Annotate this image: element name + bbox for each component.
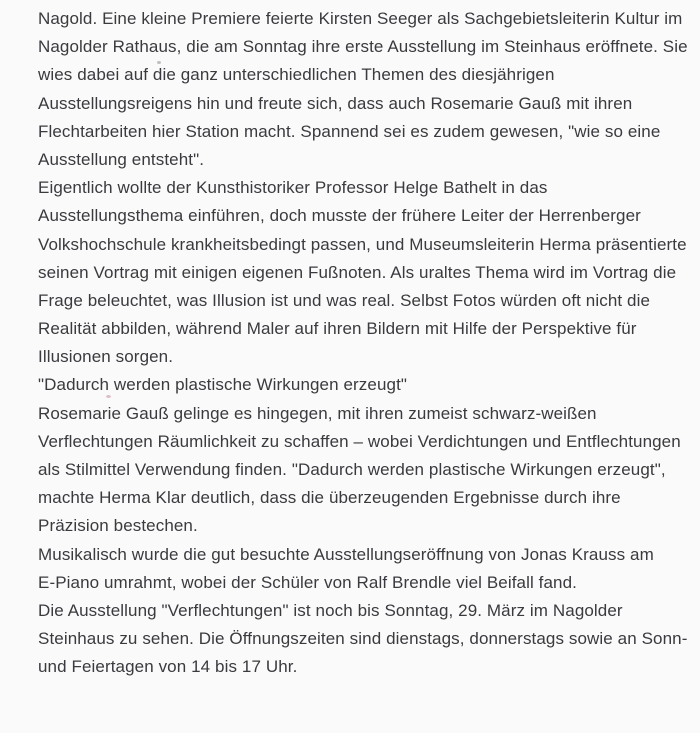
- text-line: Musikalisch wurde die gut besuchte Ausstellungseröffnung von Jonas Krauss am: [38, 544, 654, 564]
- text-line: Flechtarbeiten hier Station macht. Spannend sei es zudem gewesen, "wie so eine: [38, 121, 661, 141]
- text-line: Ausstellungsreigens hin und freute sich, dass auch Rosemarie Gauß mit ihren: [38, 93, 633, 113]
- text-line: Verflechtungen Räumlichkeit zu schaffen – wobei Verdichtungen und Entflechtungen: [38, 431, 681, 451]
- text-line: Rosemarie Gauß gelinge es hingegen, mit ihren zumeist schwarz-weißen: [38, 403, 597, 423]
- text-line: Nagolder Rathaus, die am Sonntag ihre erste Ausstellung im Steinhaus eröffnete. Sie: [38, 37, 688, 57]
- text-line: Die Ausstellung "Verflechtungen" ist noch bis Sonntag, 29. März im Nagolder: [38, 600, 623, 620]
- text-line: E-Piano umrahmt, wobei der Schüler von Ralf Brendle viel Beifall fand.: [38, 572, 577, 592]
- text-line: Nagold. Eine kleine Premiere feierte Kirsten Seeger als Sachgebietsleiterin Kultur im: [38, 9, 683, 28]
- text-line: Realität abbilden, während Maler auf ihren Bildern mit Hilfe der Perspektive für: [38, 319, 637, 339]
- text-line: Illusionen sorgen.: [38, 347, 174, 367]
- text-line: machte Herma Klar deutlich, dass die überzeugenden Ergebnisse durch ihre: [38, 488, 621, 508]
- text-line: Eigentlich wollte der Kunsthistoriker Professor Helge Bathelt in das: [38, 178, 548, 198]
- text-line: und Feiertagen von 14 bis 17 Uhr.: [38, 657, 298, 677]
- text-line: seinen Vortrag mit einigen eigenen Fußnoten. Als uraltes Thema wird im Vortrag die: [38, 262, 677, 282]
- text-line: Ausstellung entsteht".: [38, 149, 205, 169]
- text-line: als Stilmittel Verwendung finden. "Dadurch werden plastische Wirkungen erzeugt",: [38, 460, 666, 479]
- text-line: Präzision bestechen.: [38, 516, 198, 536]
- text-line: Steinhaus zu sehen. Die Öffnungszeiten sind dienstags, donnerstags sowie an Sonn-: [38, 629, 688, 649]
- text-line: Ausstellungsthema einführen, doch musste der frühere Leiter der Herrenberger: [38, 206, 641, 226]
- text-line: Volkshochschule krankheitsbedingt passen, und Museumsleiterin Herma präsentierte: [38, 234, 687, 254]
- text-line quote-subheading-line: "Dadurch werden plastische Wirkungen erzeugt": [38, 375, 408, 395]
- scan-speck: [157, 61, 161, 64]
- scan-speck: [106, 395, 111, 398]
- text-line: wies dabei auf die ganz unterschiedlichen Themen des diesjährigen: [38, 65, 555, 85]
- text-line: Frage beleuchtet, was Illusion ist und was real. Selbst Fotos würden oft nicht die: [38, 290, 651, 310]
